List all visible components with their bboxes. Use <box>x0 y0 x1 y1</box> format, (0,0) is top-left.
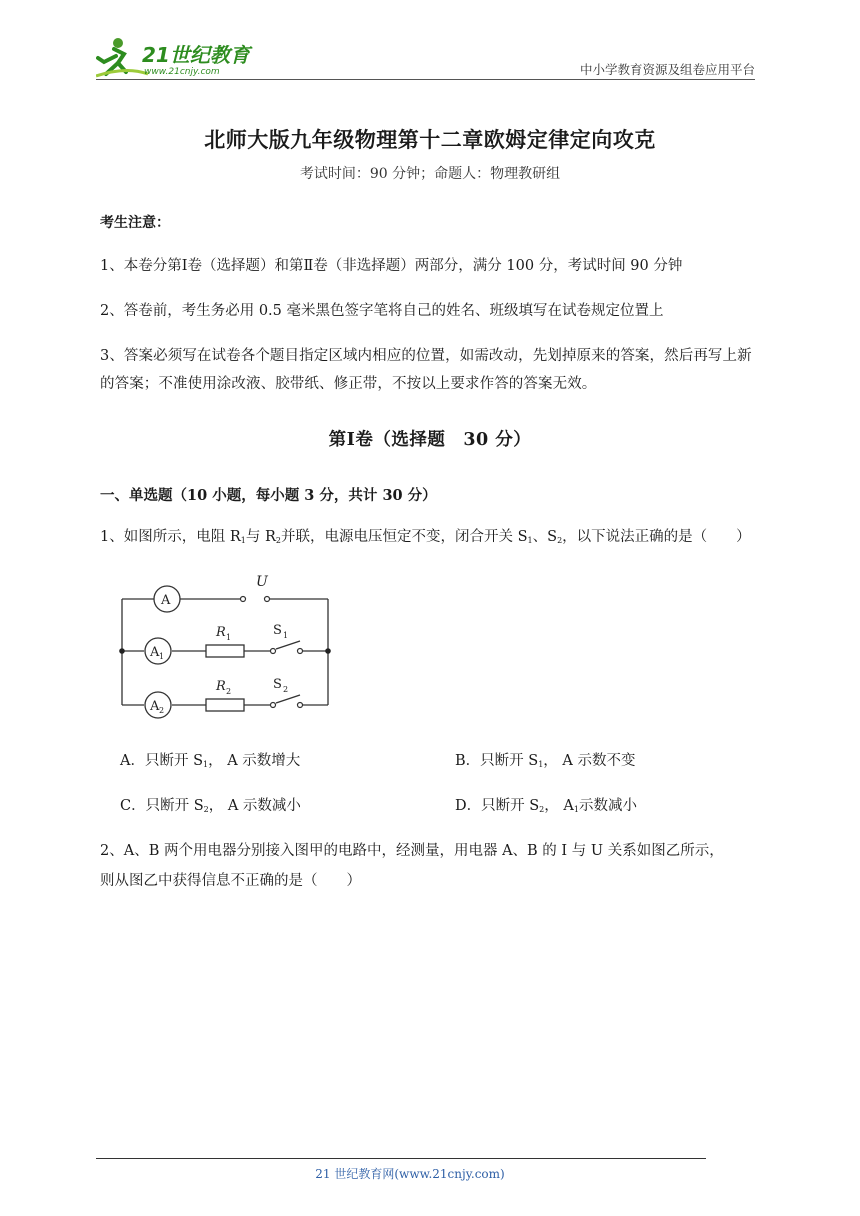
platform-name: 中小学教育资源及组卷应用平台 <box>579 62 755 77</box>
option-b[interactable]: B．只断开 $S_1$， A 示数不变 <box>455 753 636 769</box>
s1-label: S <box>273 623 282 638</box>
source-terminal <box>265 597 270 602</box>
header-divider <box>96 79 755 80</box>
footer-divider <box>96 1158 706 1159</box>
r1-label: R <box>216 625 226 640</box>
option-d[interactable]: D．只断开 $S_2$， $A_1$示数减小 <box>455 798 637 814</box>
r2-label: R <box>216 679 226 694</box>
ammeter-a2 <box>145 692 171 718</box>
logo-text: 21世纪教育 <box>142 43 250 67</box>
svg-text:2: 2 <box>159 706 165 715</box>
svg-text:1: 1 <box>283 631 289 640</box>
question-2-line: 2、A、B 两个用电器分别接入图甲的电路中，经测量，用电器 A、B 的 I 与 U 关系如图乙所示， <box>100 843 724 859</box>
junction-dot <box>119 648 125 654</box>
notice-item: 1、本卷分第Ⅰ卷（选择题）和第Ⅱ卷（非选择题）两部分，满分 100 分，考试时间 90 分钟 <box>100 258 683 274</box>
question-2-line: 则从图乙中获得信息不正确的是（ ） <box>100 873 361 889</box>
s2-label: S <box>273 677 282 692</box>
runner-icon <box>96 38 148 76</box>
resistor-r1 <box>206 645 244 657</box>
resistor-r2 <box>206 699 244 711</box>
question-1-stem: 1、如图所示，电阻 $R_1$与 $R_2$并联，电源电压恒定不变，闭合开关 $S_1$、$S_2$，以下说法正确的是（ ） <box>100 529 751 545</box>
svg-text:A: A <box>161 593 171 608</box>
svg-text:2: 2 <box>226 687 232 696</box>
exam-title: 北师大版九年级物理第十二章欧姆定律定向攻克 <box>204 127 656 152</box>
svg-text:A: A <box>150 645 160 660</box>
notice-heading: 考生注意： <box>100 215 170 231</box>
ammeter-a <box>154 586 180 612</box>
ammeter-a1 <box>145 638 171 664</box>
option-c[interactable]: C．只断开 $S_2$， A 示数减小 <box>120 798 301 814</box>
site-logo <box>96 36 266 80</box>
notice-item: 3、答案必须写在试卷各个题目指定区域内相应的位置，如需改动，先划掉原来的答案，然后再写上新的答案；不准使用涂改液、胶带纸、修正带，不按以上要求作答的答案无效。 <box>100 348 752 392</box>
option-a[interactable]: A．只断开 $S_1$， A 示数增大 <box>120 753 301 769</box>
exam-subtitle: 考试时间：90 分钟；命题人：物理教研组 <box>299 166 561 182</box>
junction-dot <box>325 648 331 654</box>
part-heading: 一、单选题（10 小题，每小题 3 分，共计 30 分） <box>100 487 437 504</box>
svg-text:1: 1 <box>159 652 165 661</box>
footer-link[interactable]: 21 世纪教育网(www.21cnjy.com) <box>315 1167 505 1181</box>
svg-text:A: A <box>150 699 160 714</box>
svg-text:1: 1 <box>226 633 232 642</box>
source-label: U <box>256 574 268 590</box>
notice-item: 2、答卷前，考生务必用 0.5 毫米黑色签字笔将自己的姓名、班级填写在试卷规定位置上 <box>100 303 664 319</box>
source-terminal <box>241 597 246 602</box>
switch-s2 <box>271 703 276 708</box>
switch-s1 <box>271 649 276 654</box>
logo-url: www.21cnjy.com <box>144 67 220 77</box>
circuit-diagram <box>110 572 340 722</box>
section-title: 第Ⅰ卷（选择题 30 分） <box>328 430 532 450</box>
svg-text:2: 2 <box>283 685 289 694</box>
